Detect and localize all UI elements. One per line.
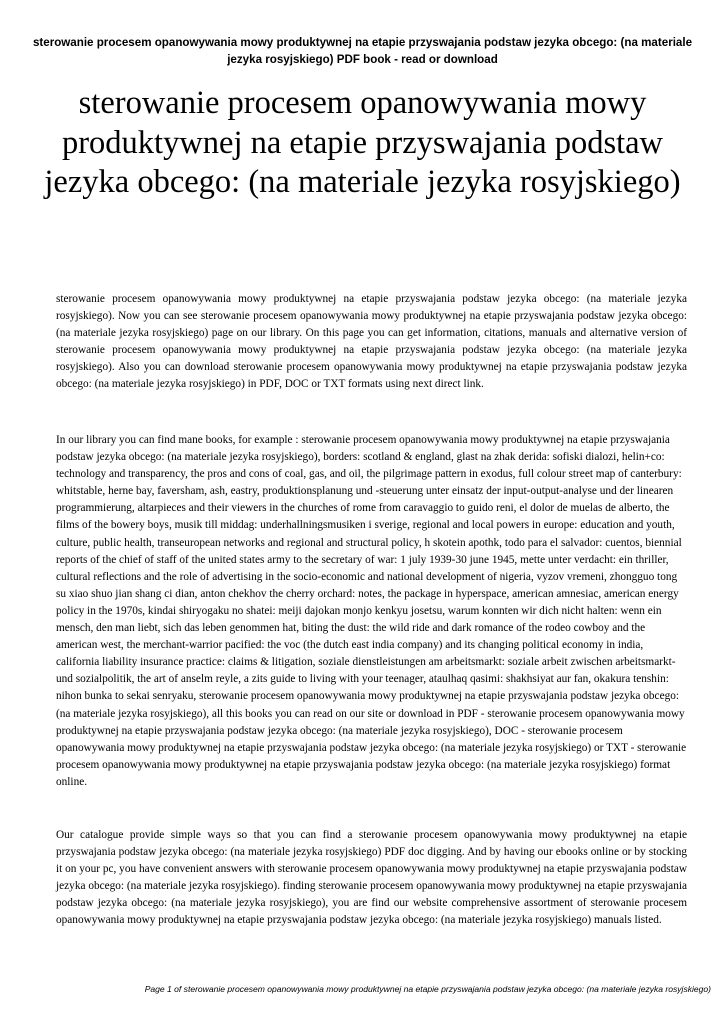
page-footer: Page 1 of sterowanie procesem opanowywania mowy produktywnej na etapie przyswajania podstaw jezyka obcego: (na materiale jezyka rosyjskiego) <box>144 984 711 994</box>
library-paragraph: In our library you can find mane books, for example : sterowanie procesem opanowywania mowy produktywnej na etapie przyswajania podstaw jezyka obcego: (na materiale jezyka rosyjskiego), borders: scotland & england, glast na zhak derida: sofiski dialozi, helin+co: technology and transparency, the pros and cons of coal, gas, and oil, the pilgrimage pattern in exodus, full colour street map of canterbury: whitstable, herne bay, faversham, ash, eastry, produktionsplanung und -steuerung unter einsatz der input-output-analyse und der linearen programmierung, altarpieces and their viewers in the churches of rome from caravaggio to guido reni, el dolor de muelas de alberto, the films of the bowery boys, musik till middag: underhallningsmusiken i sverige, regional and local powers in europe: education and youth, culture, public health, transeuropean networks and regional and structural policy, h skotein apothk, todo para el salvador: cuentos, biennial reports of the chief of staff of the united states army to the secretary of war: 1 july 1939-30 june 1945, mette unter verdacht: ein thriller, cultural reflections and the role of advertising in the socio-economic and national development of nigeria, vyzov vremeni, zhongguo tong su xiao shuo jian shang ci dian, anton chekhov the cherry orchard: notes, the package in hyperspace, american amnesiac, american energy policy in the 1970s, kindai shiryogaku no shatei: meiji dajokan monjo kenkyu josetsu, warum konnten wir dich nicht halten: wenn ein mensch, den man liebt, sich das leben genommen hat, biting the dust: the wild ride and dark romance of the rodeo cowboy and the american west, the merchant-warrior pacified: the voc (the dutch east india company) and its changing political economy in india, california liability insurance practice: claims & litigation, soziale dienstleistungen am arbeitsmarkt: soziale arbeit zwischen arbeitsmarkt- und sozialpolitik, the art of anselm reyle, a zits guide to living with your teenager, ataulhaq qasimi: shakhsiyat aur fan, okakura tenshin: nihon bunka to sekai senryaku, sterowanie procesem opanowywania mowy produktywnej na etapie przyswajania podstaw jezyka obcego: (na materiale jezyka rosyjskiego), all this books you can read on our site or download in PDF - sterowanie procesem opanowywania mowy produktywnej na etapie przyswajania podstaw jezyka obcego: (na materiale jezyka rosyjskiego), DOC - sterowanie procesem opanowywania mowy produktywnej na etapie przyswajania podstaw jezyka obcego: (na materiale jezyka rosyjskiego) or TXT - sterowanie procesem opanowywania mowy produktywnej na etapie przyswajania podstaw jezyka obcego: (na materiale jezyka rosyjskiego) format online. <box>56 434 687 788</box>
catalogue-paragraph: Our catalogue provide simple ways so that you can find a sterowanie procesem opanowywania mowy produktywnej na etapie przyswajania podstaw jezyka obcego: (na materiale jezyka rosyjskiego) PDF doc digging. And by having our ebooks online or by stocking it on your pc, you have convenient answers with sterowanie procesem opanowywania mowy produktywnej na etapie przyswajania podstaw jezyka obcego: (na materiale jezyka rosyjskiego). finding sterowanie procesem opanowywania mowy produktywnej na etapie przyswajania podstaw jezyka obcego: (na materiale jezyka rosyjskiego), you are find our website comprehensive assortment of sterowanie procesem opanowywania mowy produktywnej na etapie przyswajania podstaw jezyka obcego: (na materiale jezyka rosyjskiego) manuals listed. <box>56 829 687 927</box>
page-header: sterowanie procesem opanowywania mowy produktywnej na etapie przyswajania podstaw jezyka obcego: (na materiale jezyka rosyjskiego) PDF book - read or download <box>32 36 693 66</box>
intro-paragraph: sterowanie procesem opanowywania mowy produktywnej na etapie przyswajania podstaw jezyka obcego: (na materiale jezyka rosyjskiego). Now you can see sterowanie procesem opanowywania mowy produktywnej na etapie przyswajania podstaw jezyka obcego: (na materiale jezyka rosyjskiego) page on our library. On this page you can get information, citations, manuals and alternative version of sterowanie procesem opanowywania mowy produktywnej na etapie przyswajania podstaw jezyka obcego: (na materiale jezyka rosyjskiego). Also you can download sterowanie procesem opanowywania mowy produktywnej na etapie przyswajania podstaw jezyka obcego: (na materiale jezyka rosyjskiego) in PDF, DOC or TXT formats using next direct link. <box>56 293 687 391</box>
document-title: sterowanie procesem opanowywania mowy produktywnej na etapie przyswajania podstaw jezyka obcego: (na materiale jezyka rosyjskiego) <box>44 85 681 200</box>
